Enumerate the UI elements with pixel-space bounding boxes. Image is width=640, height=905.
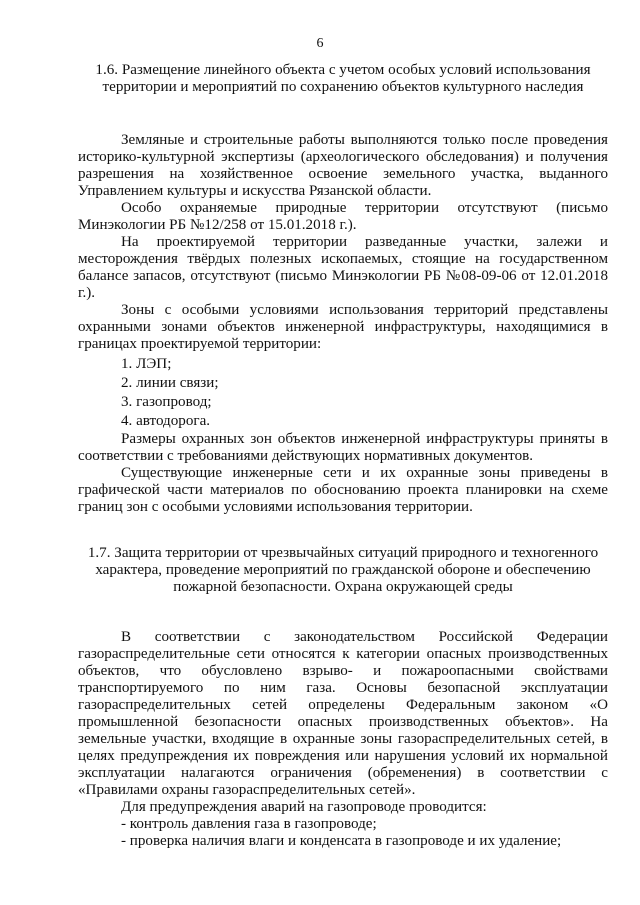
dash-list-item: - контроль давления газа в газопроводе; bbox=[121, 816, 377, 832]
section-heading-1-6: 1.6. Размещение линейного объекта с учетом особых условий использования территории и мероприятий по сохранению объектов культурного наследия bbox=[95, 62, 591, 95]
list-item: 3. газопровод; bbox=[121, 394, 212, 410]
paragraph: В соответствии с законодательством Российской Федерации газораспределительные сети относятся к категории опасных производственных объектов, что обусловлено взрыво- и пожароопасными свойствами транспортируемого по ним газа. Основы безопасной эксплуатации газораспределительных сетей определены Федеральным законом «О промышленной безопасности опасных производственных объектов». На земельные участки, входящие в охранные зоны газораспределительных сетей, в целях предупреждения их повреждения или нарушения условий их нормальной эксплуатации налагаются ограничения (обременения) в соответствии с «Правилами охраны газораспределительных сетей». bbox=[78, 629, 608, 798]
paragraph: На проектируемой территории разведанные участки, залежи и месторождения твёрдых полезных ископаемых, стоящие на государственном балансе запасов, отсутствуют (письмо Минэкологии РБ №08-09-06 от 12.01.2018 г.). bbox=[78, 234, 608, 301]
paragraph: Для предупреждения аварий на газопроводе проводится: bbox=[121, 799, 487, 815]
page-number: 6 bbox=[316, 36, 324, 51]
list-item: 1. ЛЭП; bbox=[121, 356, 172, 372]
section-heading-1-7: 1.7. Защита территории от чрезвычайных ситуаций природного и техногенного характера, проведение мероприятий по гражданской обороне и обеспечению пожарной безопасности. Охрана окружающей среды bbox=[87, 545, 599, 595]
paragraph: Существующие инженерные сети и их охранные зоны приведены в графической части материалов по обоснованию проекта планировки на схеме границ зон с особыми условиями использования территории. bbox=[78, 465, 608, 515]
paragraph: Особо охраняемые природные территории отсутствуют (письмо Минэкологии РБ №12/258 от 15.01.2018 г.). bbox=[78, 200, 608, 233]
numbered-list bbox=[78, 355, 608, 431]
list-item: 4. автодорога. bbox=[121, 413, 211, 429]
paragraph: Зоны с особыми условиями использования территорий представлены охранными зонами объектов инженерной инфраструктуры, находящимися в границах проектируемой территории: bbox=[78, 302, 608, 352]
paragraph: Размеры охранных зон объектов инженерной инфраструктуры приняты в соответствии с требованиями действующих нормативных документов. bbox=[78, 431, 608, 464]
dash-list-item: - проверка наличия влаги и конденсата в газопроводе и их удаление; bbox=[121, 833, 562, 849]
paragraph: Земляные и строительные работы выполняются только после проведения историко-культурной экспертизы (археологического обследования) и получения разрешения на хозяйственное освоение земельного участка, выданного Управлением культуры и искусства Рязанской области. bbox=[78, 132, 608, 199]
document-body bbox=[78, 62, 608, 850]
list-item: 2. линии связи; bbox=[121, 375, 219, 391]
